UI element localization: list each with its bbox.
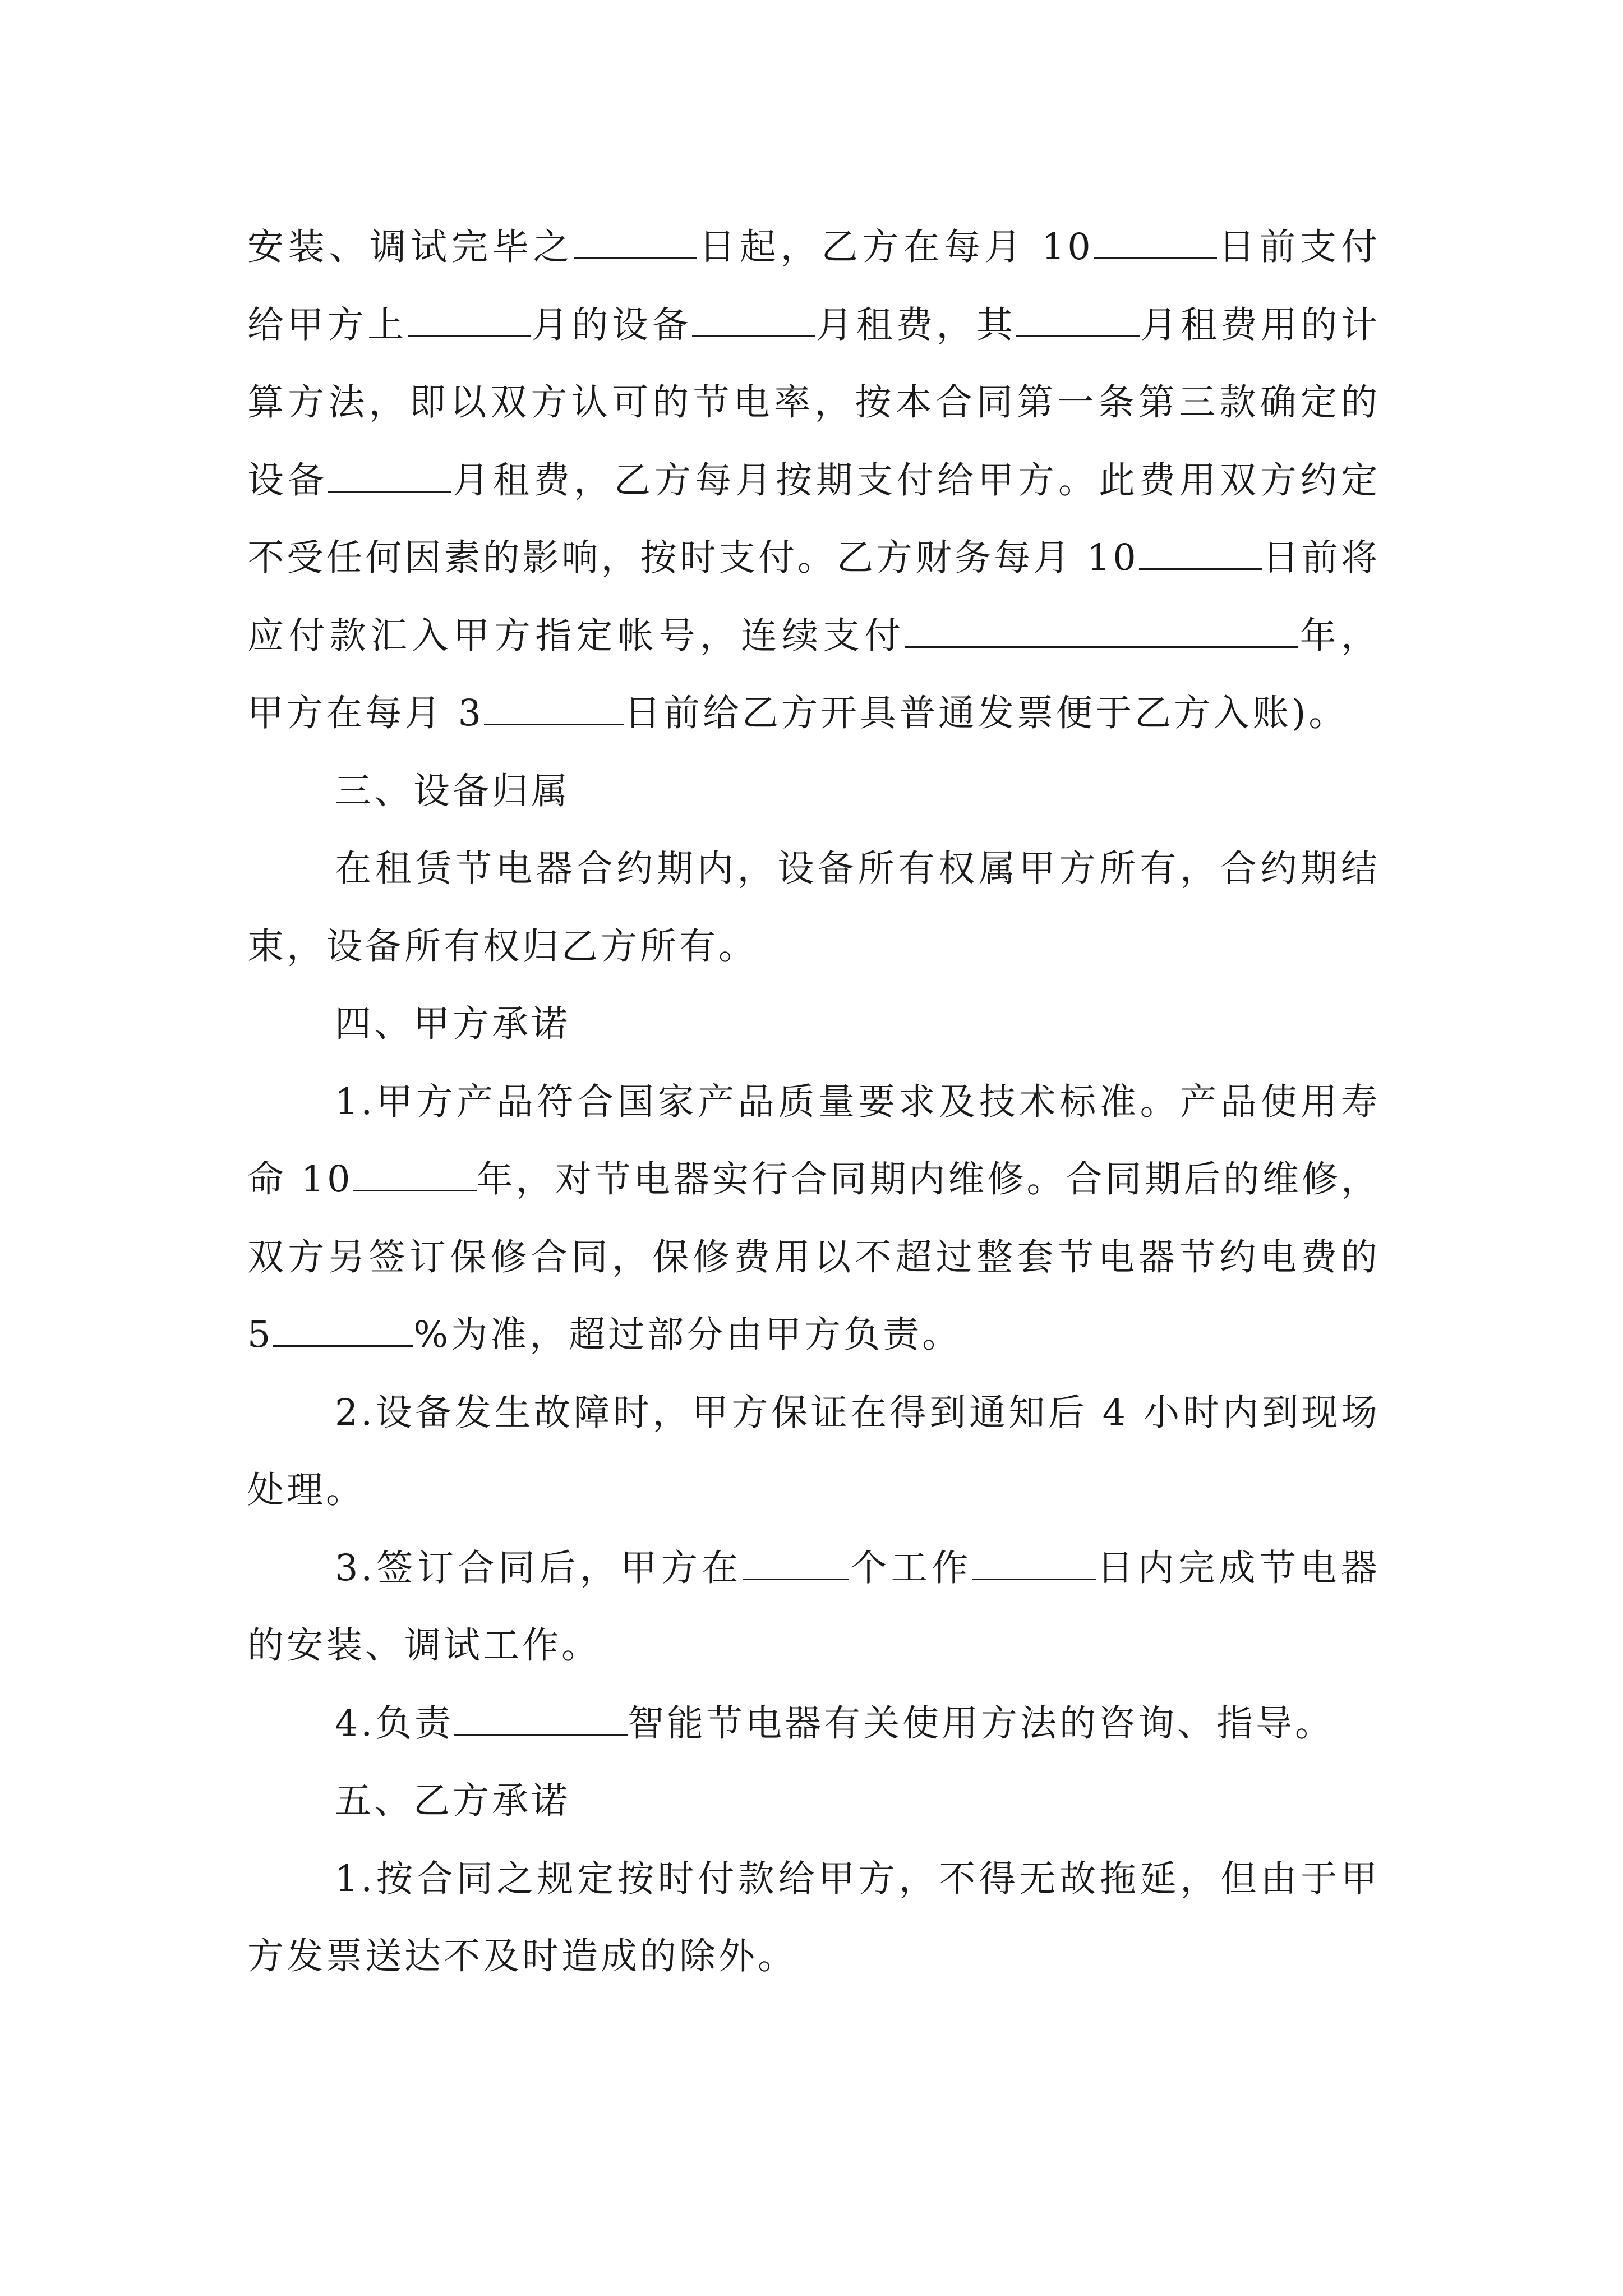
text-run: 三、设备归属 (335, 770, 571, 812)
section-heading-equipment-ownership (247, 753, 1380, 831)
text-run: 个工作 (849, 1547, 972, 1589)
blank-line (574, 222, 697, 259)
blank-line (1139, 532, 1262, 570)
text-run: 年，对节电器实行合同期内维修。合同期后的维修，双方另签订保修合同，保修费用以不超过整套节电器节约电费的 5 (247, 1158, 1380, 1356)
text-run: 1.甲方产品符合国家产品质量要求及技术标准。产品使用寿命 10 (247, 1080, 1380, 1200)
blank-line (1016, 300, 1140, 337)
clause-a-1 (247, 1064, 1380, 1374)
paragraph-ownership (247, 830, 1380, 986)
text-run: 月的设备 (531, 303, 692, 346)
blank-line (905, 610, 1298, 648)
clause-a-4 (247, 1685, 1380, 1763)
blank-line (328, 455, 451, 493)
text-run: 月租费，乙方每月按期支付给甲方。此费用双方约定不受任何因素的影响，按时支付。乙方财务每月 10 (247, 459, 1380, 579)
blank-line (972, 1543, 1096, 1580)
text-run: 安装、调试完毕之 (247, 226, 574, 268)
text-run: 在租赁节电器合约期内，设备所有权属甲方所有，合约期结束，设备所有权归乙方所有。 (247, 848, 1380, 968)
text-run: 日前给乙方开具普通发票便于乙方入账)。 (624, 692, 1348, 734)
section-heading-party-a-commitments (247, 986, 1380, 1064)
text-run: 日内完成节电器的安装、调试工作。 (247, 1547, 1380, 1667)
text-run: 日前支付给甲方上 (247, 226, 1380, 346)
document-body (247, 209, 1380, 1996)
blank-line (273, 1309, 413, 1347)
clause-a-3 (247, 1530, 1380, 1685)
text-run: 年，甲方在每月 3 (247, 614, 1380, 734)
blank-line (743, 1543, 849, 1580)
text-run: 2.设备发生故障时，甲方保证在得到通知后 4 小时内到现场处理。 (247, 1391, 1380, 1511)
blank-line (484, 688, 624, 725)
text-run: 月租费，其 (815, 303, 1017, 346)
section-heading-party-b-commitments (247, 1763, 1380, 1841)
blank-line (1094, 222, 1217, 259)
text-run: 五、乙方承诺 (335, 1780, 571, 1822)
text-run: 四、甲方承诺 (335, 1003, 571, 1045)
paragraph-payment-terms (247, 209, 1380, 753)
clause-a-2 (247, 1374, 1380, 1530)
text-run: 4.负责 (335, 1702, 454, 1745)
clause-b-1 (247, 1841, 1380, 1996)
text-run: 月租费用的计算方法，即以双方认可的节电率，按本合同第一条第三款确定的设备 (247, 303, 1380, 501)
blank-line (692, 300, 815, 337)
text-run: 1.按合同之规定按时付款给甲方，不得无故拖延，但由于甲方发票送达不及时造成的除外。 (247, 1857, 1380, 1977)
blank-line (454, 1698, 628, 1736)
text-run: 智能节电器有关使用方法的咨询、指导。 (628, 1702, 1335, 1745)
text-run: 日前将应付款汇入甲方指定帐号，连续支付 (247, 537, 1380, 657)
text-run: 日起，乙方在每月 10 (697, 226, 1094, 268)
text-run: 3.签订合同后，甲方在 (335, 1547, 743, 1589)
text-run: %为准，超过部分由甲方负责。 (413, 1314, 962, 1356)
blank-line (408, 300, 531, 337)
blank-line (353, 1154, 477, 1191)
